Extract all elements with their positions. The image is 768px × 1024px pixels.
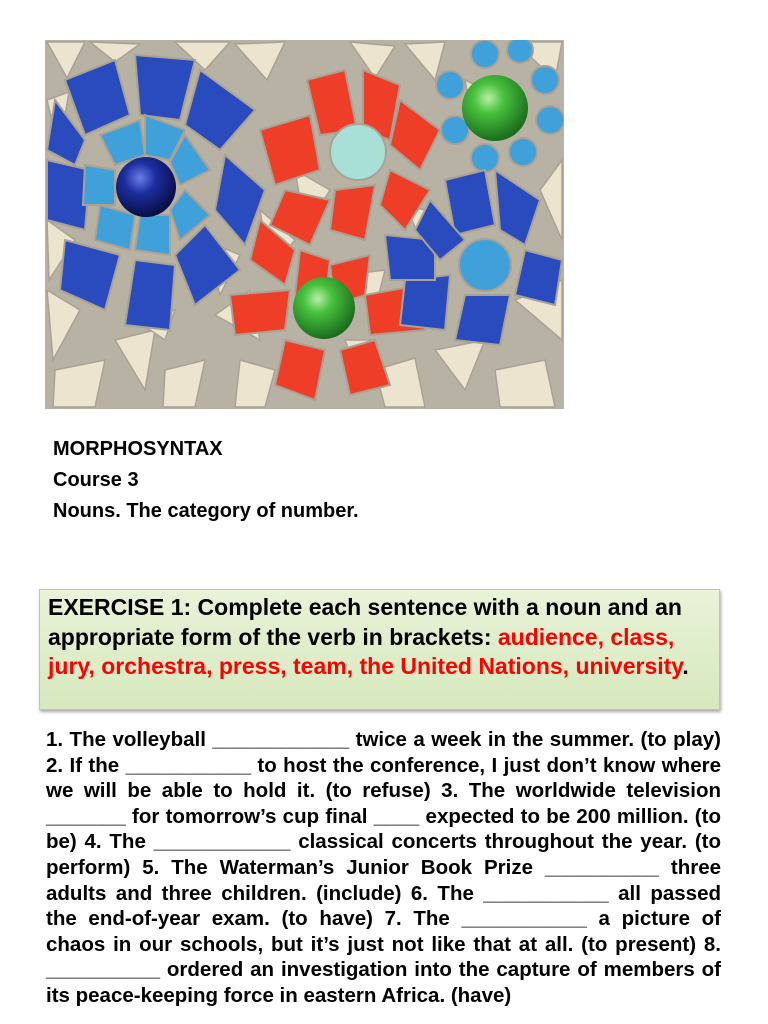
topic-title: Nouns. The category of number. (53, 500, 359, 522)
course-heading (53, 434, 359, 527)
exercise-title-end: . (682, 653, 689, 679)
exercise-word-list: audience, class, jury, orchestra, press, team, the United Nations, university (48, 623, 683, 679)
exercise-instructions-box (39, 589, 720, 710)
subject-title: MORPHOSYNTAX (53, 438, 223, 460)
exercise-instruction-text: EXERCISE 1: Complete each sentence with a noun and an appropriate form of the verb in brackets: (48, 594, 682, 650)
mosaic-flowers-image (45, 40, 564, 409)
exercise-sentences: 1. The volleyball ____________ twice a week in the summer. (to play) 2. If the ___________ to host the conference, I just don’t know where we will be able to hold it. (to refuse) 3. The worldwide television _______ for tomorrow’s cup final ____ expected to be 200 million. (to be) 4. The ____________ classical concerts throughout the year. (to perform) 5. The Waterman’s Junior Book Prize __________ three adults and three children. (include) 6. The ___________ all passed the end-of-year exam. (to have) 7. The ___________ a picture of chaos in our schools, but it’s just not like that at all. (to present) 8. __________ ordered an investigation into the capture of members of its peace-keeping force in eastern Africa. (have) (46, 728, 721, 1007)
course-number: Course 3 (53, 469, 139, 491)
